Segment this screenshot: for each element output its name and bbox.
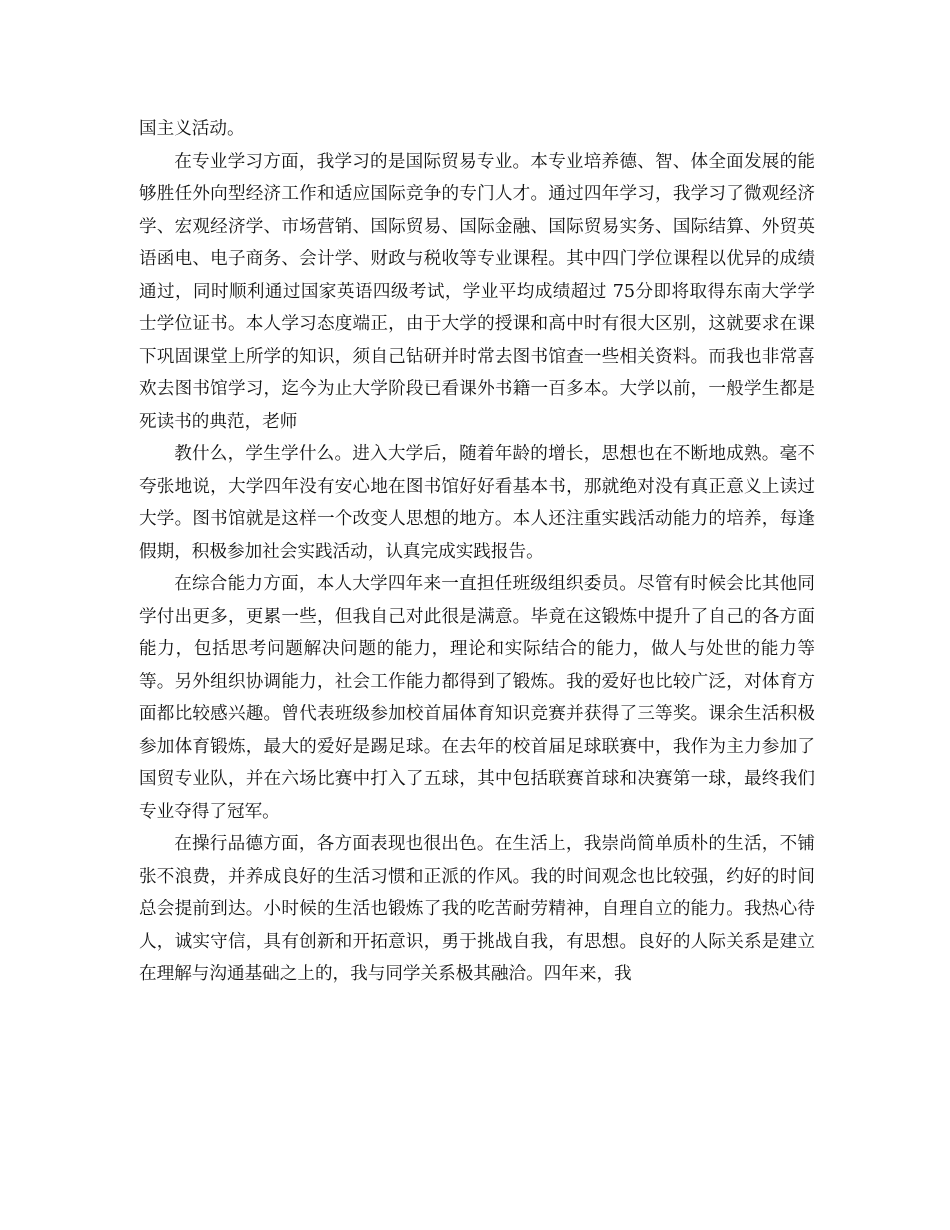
paragraph-academic-study: 在专业学习方面，我学习的是国际贸易专业。本专业培养德、智、体全面发展的能够胜任外向型经济工作和适应国际竞争的专门人才。通过四年学习，我学习了微观经济学、宏观经济学、市场营销、国际贸易、国际金融、国际贸易实务、国际结算、外贸英语函电、电子商务、会计学、财政与税收等专业课程。其中四门学位课程以优异的成绩通过，同时顺利通过国家英语四级考试，学业平均成绩超过 75分即将取得东南大学学士学位证书。本人学习态度端正，由于大学的授课和高中时有很大区别，这就要求在课下巩固课堂上所学的知识，须自己钻研并时常去图书馆查一些相关资料。而我也非常喜欢去图书馆学习，迄今为止大学阶段已看课外书籍一百多本。大学以前，一般学生都是死读书的典范，老师: [139, 151, 815, 432]
paragraph-library-practice: 教什么，学生学什么。进入大学后，随着年龄的增长，思想也在不断地成熟。毫不夸张地说，大学四年没有安心地在图书馆好好看基本书，那就绝对没有真正意义上读过大学。图书馆就是这样一个改变人思想的地方。本人还注重实践活动能力的培养，每逢假期，积极参加社会实践活动，认真完成实践报告。: [139, 444, 815, 562]
document-body: [139, 113, 815, 991]
paragraph-comprehensive-ability: 在综合能力方面，本人大学四年来一直担任班级组织委员。尽管有时候会比其他同学付出更多，更累一些，但我自己对此很是满意。毕竟在这锻炼中提升了自己的各方面能力，包括思考问题解决问题的能力，理论和实际结合的能力，做人与处世的能力等等。另外组织协调能力，社会工作能力都得到了锻炼。我的爱好也比较广泛，对体育方面都比较感兴趣。曾代表班级参加校首届体育知识竞赛并获得了三等奖。课余生活积极参加体育锻炼，最大的爱好是踢足球。在去年的校首届足球联赛中，我作为主力参加了国贸专业队，并在六场比赛中打入了五球，其中包括联赛首球和决赛第一球，最终我们专业夺得了冠军。: [139, 574, 815, 822]
paragraph-moral-character: 在操行品德方面，各方面表现也很出色。在生活上，我崇尚简单质朴的生活，不铺张不浪费，并养成良好的生活习惯和正派的作风。我的时间观念也比较强，约好的时间总会提前到达。小时候的生活也锻炼了我的吃苦耐劳精神，自理自立的能力。我热心待人，诚实守信，具有创新和开拓意识，勇于挑战自我，有思想。良好的人际关系是建立在理解与沟通基础之上的，我与同学关系极其融洽。四年来，我: [139, 834, 815, 984]
paragraph-continuation: 国主义活动。: [139, 119, 245, 139]
